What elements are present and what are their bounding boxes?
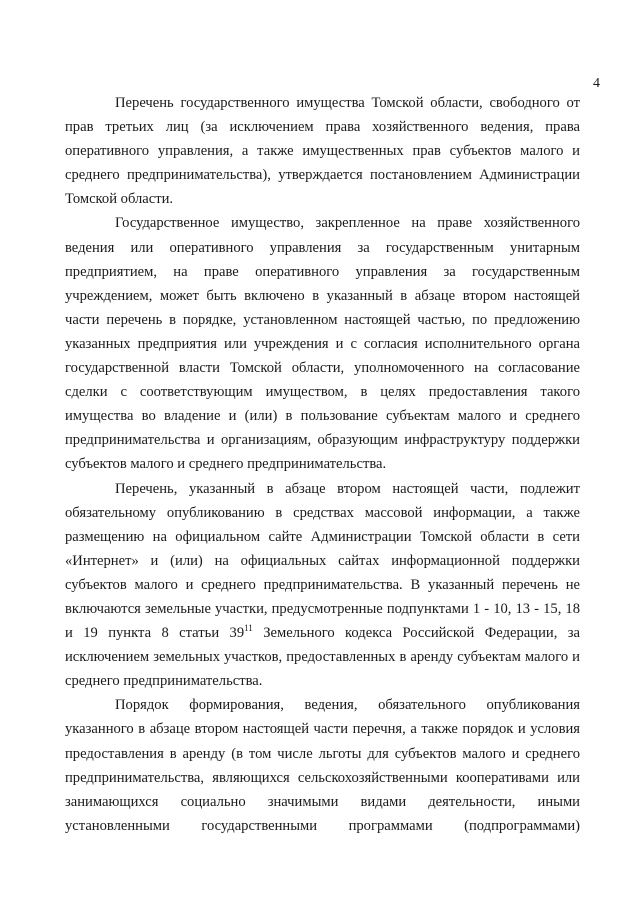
paragraph-text-before-superscript: Перечень, указанный в абзаце втором настоящей части, подлежит обязательному опубликованию в средствах массовой информации, а также размещению на официальном сайте Администрации Томской области в сети «Интернет» и (или) на официальных сайтах информационной поддержки субъектов малого и среднего предпринимательства. В указанный перечень не включаются земельные участки, предусмотренные подпунктами 1 - 10, 13 - 15, 18 и 19 пункта 8 статьи 39	[65, 480, 580, 642]
document-body	[65, 91, 580, 838]
paragraph-list-procedure: Порядок формирования, ведения, обязательного опубликования указанного в абзаце втором настоящей части перечня, а также порядок и условия предоставления в аренду (в том числе льготы для субъектов малого и среднего предпринимательства, являющихся сельскохозяйственными кооперативами или занимающихся социально значимыми видами деятельности, иными установленными государственными программами (подпрограммами)	[65, 697, 580, 834]
paragraph-state-property-list: Перечень государственного имущества Томской области, свободного от прав третьих лиц (за исключением права хозяйственного ведения, права оперативного управления, а также имущественных прав субъектов малого и среднего предпринимательства), утверждается постановлением Администрации Томской области.	[65, 95, 580, 208]
paragraph-list-publication	[65, 477, 580, 694]
article-superscript: 11	[244, 623, 253, 634]
paragraph-assigned-property: Государственное имущество, закрепленное на праве хозяйственного ведения или оперативного управления за государственным унитарным предприятием, на праве оперативного управления за государственным учреждением, может быть включено в указанный в абзаце втором настоящей части перечень в порядке, установленном настоящей частью, по предложению указанных предприятия или учреждения и с согласия исполнительного органа государственной власти Томской области, уполномоченного на согласование сделки с соответствующим имуществом, в целях предоставления такого имущества во владение и (или) в пользование субъектам малого и среднего предпринимательства и организациям, образующим инфраструктуру поддержки субъектов малого и среднего предпринимательства.	[65, 215, 580, 473]
paragraph-text-after-superscript: Земельного кодекса Российской Федерации, за исключением земельных участков, предоставленных в аренду субъектам малого и среднего предпринимательства.	[65, 625, 580, 690]
page-number: 4	[593, 76, 600, 91]
